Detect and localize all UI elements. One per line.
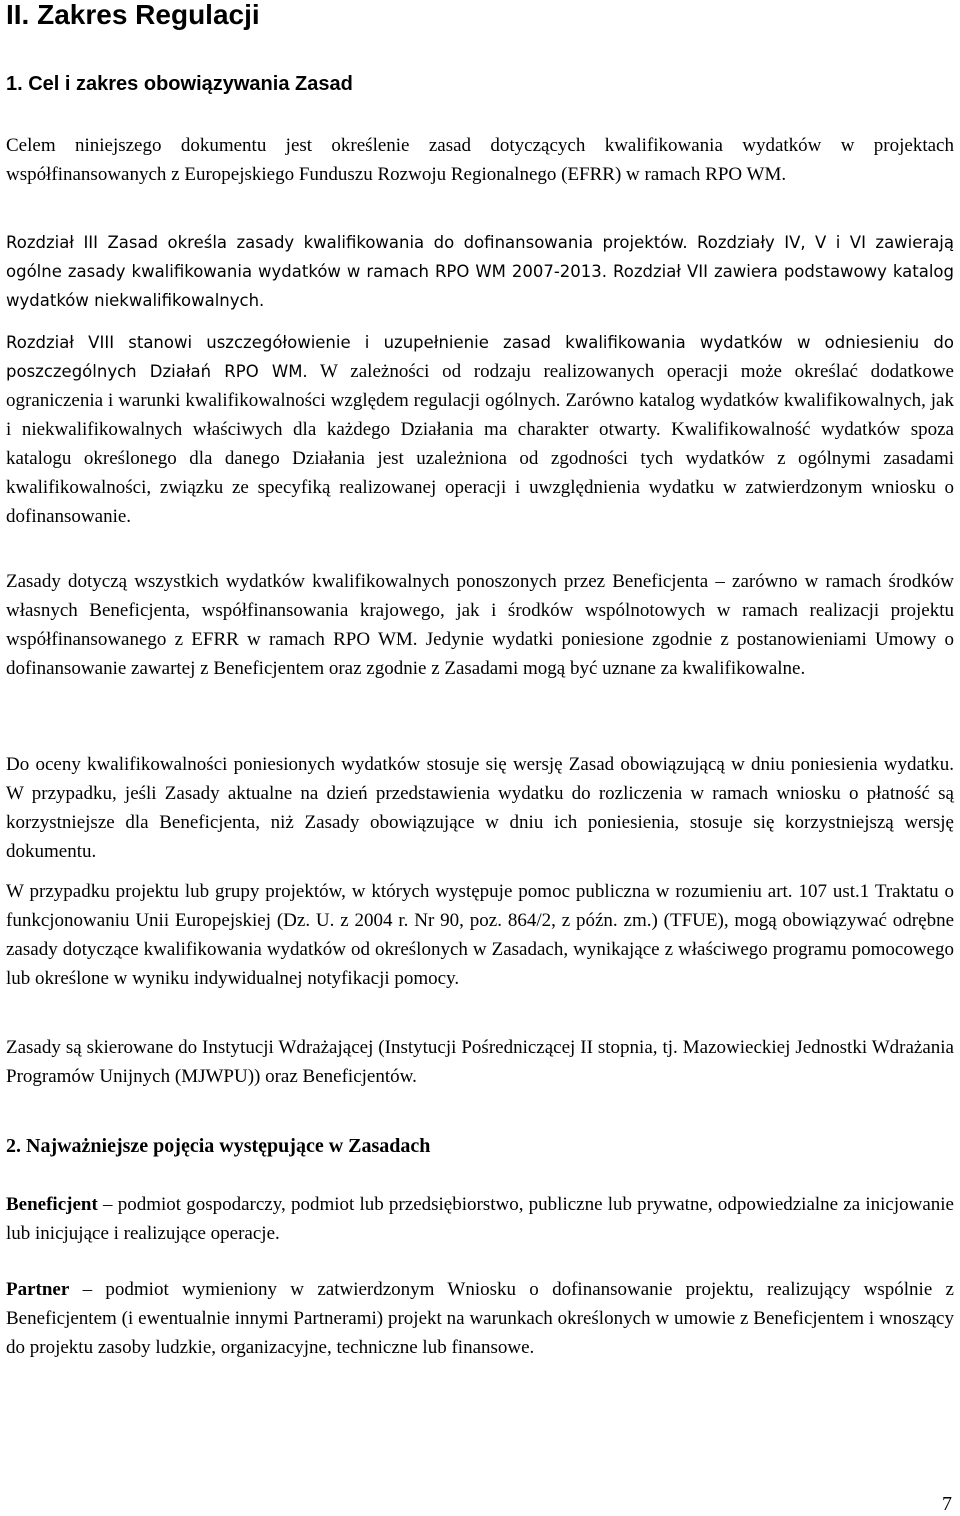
paragraph-2-part-b: Rozdziały IV, V i VI zawierają ogólne zasady kwalifikowania wydatków w ramach RPO WM 2007-2013. Rozdział VII zawiera podstawowy katalog wydatków niekwalifikowalnych. [6,233,954,310]
definition-partner [6,1275,954,1362]
definition-text: – podmiot wymieniony w zatwierdzonym Wniosku o dofinansowanie projektu, realizujący wspólnie z Beneficjentem (i ewentualnie innymi Partnerami) projekt na warunkach określonych w umowie z Beneficjentem i wnoszący do projektu zasoby ludzkie, organizacyjne, techniczne lub finansowe. [6,1279,954,1358]
paragraph-6: W przypadku projektu lub grupy projektów, w których występuje pomoc publiczna w rozumieniu art. 107 ust.1 Traktatu o funkcjonowaniu Unii Europejskiej (Dz. U. z 2004 r. Nr 90, poz. 864/2, z późn. zm.) (TFUE), mogą obowiązywać odrębne zasady dotyczące kwalifikowania wydatków od określonych w Zasadach, wynikające z właściwego programu pomocowego lub określone w wyniku indywidualnej notyfikacji pomocy. [6,881,954,989]
page-number: 7 [942,1493,952,1515]
paragraph-5: Do oceny kwalifikowalności poniesionych wydatków stosuje się wersję Zasad obowiązującą w dniu poniesienia wydatku. W przypadku, jeśli Zasady aktualne na dzień przedstawienia wydatku do rozliczenia w ramach wniosku o płatność są korzystniejsze dla Beneficjenta, niż Zasady obowiązujące w dniu ich poniesienia, stosuje się korzystniejszą wersję dokumentu. [6,754,954,862]
definition-term: Partner [6,1279,70,1300]
section-2-title: 2. Najważniejsze pojęcia występujące w Zasadach [6,1135,431,1157]
paragraph-3 [6,328,954,531]
paragraph-2 [6,228,954,315]
definition-text: – podmiot gospodarczy, podmiot lub przedsiębiorstwo, publiczne lub prywatne, odpowiedzialne za inicjowanie lub inicjujące i realizujące operacje. [6,1194,954,1244]
section-1-title: 1. Cel i zakres obowiązywania Zasad [6,73,353,95]
chapter-heading: II. Zakres Regulacji [6,0,260,30]
paragraph-3-part-b: W zależności od rodzaju realizowanych operacji może określać dodatkowe ograniczenia i warunki kwalifikowalności względem regulacji ogólnych. Zarówno katalog wydatków kwalifikowalnych, jak i niekwalifikowalnych właściwych dla każdego Działania ma charakter otwarty. Kwalifikowalność wydatków spoza katalogu określonego dla danego Działania jest uzależniona od zgodności tych wydatków z ogólnymi zasadami kwalifikowalności, związku ze specyfiką realizowanej operacji i uwzględnienia wydatku w zatwierdzonym wniosku o dofinansowanie. [6,361,954,527]
paragraph-4: Zasady dotyczą wszystkich wydatków kwalifikowalnych ponoszonych przez Beneficjenta – zarówno w ramach środków własnych Beneficjenta, współfinansowania krajowego, jak i środków wspólnotowych w ramach realizacji projektu współfinansowanego z EFRR w ramach RPO WM. Jedynie wydatki poniesione zgodnie z postanowieniami Umowy o dofinansowanie zawartej z Beneficjentem oraz zgodnie z Zasadami mogą być uznane za kwalifikowalne. [6,571,954,679]
definition-beneficjent [6,1190,954,1248]
paragraph-2-part-a: Rozdział III Zasad określa zasady kwalifikowania do dofinansowania projektów. [6,233,688,252]
paragraph-1: Celem niniejszego dokumentu jest określenie zasad dotyczących kwalifikowania wydatków w projektach współfinansowanych z Europejskiego Funduszu Rozwoju Regionalnego (EFRR) w ramach RPO WM. [6,135,954,185]
document-page [6,0,954,1358]
paragraph-7: Zasady są skierowane do Instytucji Wdrażającej (Instytucji Pośredniczącej II stopnia, tj. Mazowieckiej Jednostki Wdrażania Programów Unijnych (MJWPU)) oraz Beneficjentów. [6,1037,954,1087]
definition-term: Beneficjent [6,1194,98,1215]
paragraph-3-part-a: Rozdział VIII stanowi uszczegółowienie i uzupełnienie zasad kwalifikowania wydatków w odniesieniu do poszczególnych Działań RPO WM. [6,333,954,381]
